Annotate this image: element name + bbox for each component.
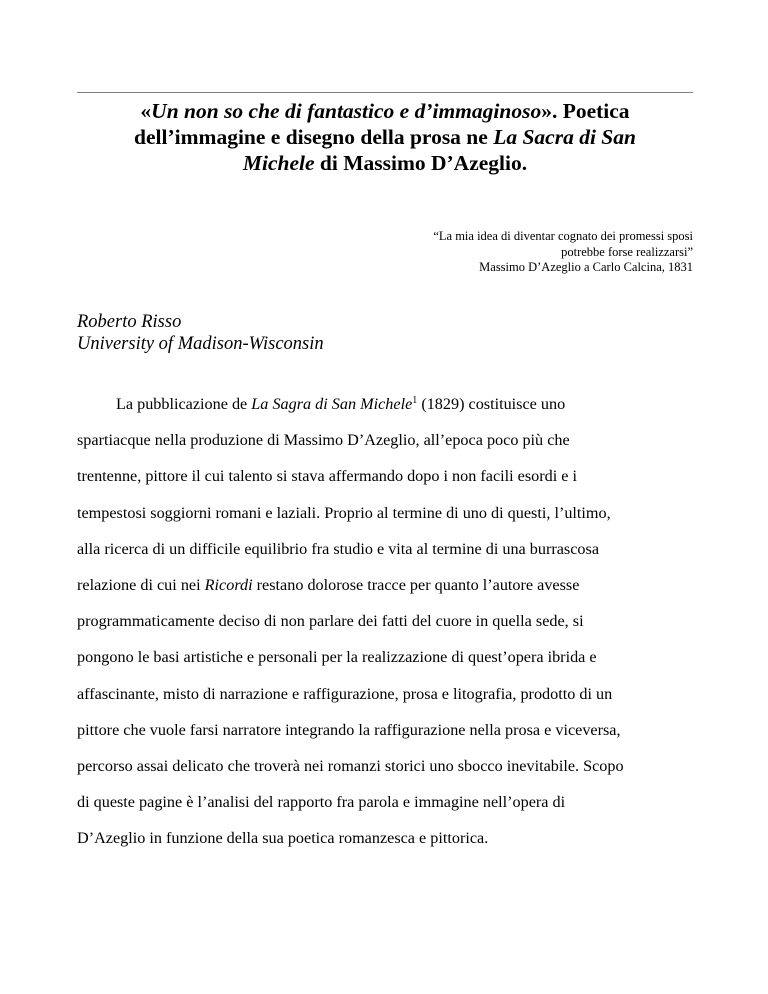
- body-line: spartiacque nella produzione di Massimo D’Azeglio, all’epoca poco più che: [77, 431, 570, 450]
- epigraph: [293, 229, 693, 276]
- author-block: [77, 311, 324, 355]
- epigraph-attribution: Massimo D’Azeglio a Carlo Calcina, 1831: [479, 260, 693, 274]
- body-line: trentenne, pittore il cui talento si stava affermando dopo i non facili esordi e i: [77, 467, 578, 486]
- title-close-quote: ». Poetica: [541, 99, 630, 123]
- body-line: [77, 567, 717, 603]
- body-line-1-rest: (1829) costituisce uno: [417, 395, 566, 413]
- epigraph-line-1: “La mia idea di diventar cognato dei promessi sposi: [433, 229, 693, 243]
- author-affiliation: University of Madison-Wisconsin: [77, 334, 324, 354]
- title-line-2-text: dell’immagine e disegno della prosa ne: [134, 125, 494, 149]
- ricordi-italic: Ricordi: [204, 576, 253, 595]
- body-line: percorso assai delicato che troverà nei romanzi storici uno sbocco inevitabile. Scopo: [77, 757, 624, 776]
- body-line: [77, 386, 717, 422]
- title-line-1: [60, 98, 710, 124]
- body-line: affascinante, misto di narrazione e raffigurazione, prosa e litografia, prodotto di un: [77, 684, 613, 703]
- title-line-3-text: di Massimo D’Azeglio.: [314, 151, 528, 175]
- body-line: pittore che vuole farsi narratore integrando la raffigurazione nella prosa e viceversa,: [77, 720, 621, 739]
- body-line: pongono le basi artistiche e personali per la realizzazione di quest’opera ibrida e: [77, 648, 597, 667]
- title-open-quote: «: [140, 99, 152, 123]
- body-line: tempestosi soggiorni romani e laziali. Proprio al termine di uno di questi, l’ultimo,: [77, 503, 611, 522]
- title-line-3-italic: Michele: [242, 151, 315, 175]
- book-title-italic: La Sagra di San Michele: [251, 395, 413, 413]
- title-line-2: [60, 124, 710, 150]
- author-name: Roberto Risso: [77, 312, 182, 332]
- header-rule: [77, 92, 693, 93]
- body-line: D’Azeglio in funzione della sua poetica romanzesca e pittorica.: [77, 829, 489, 848]
- title-line-3: [60, 150, 710, 176]
- article-title: [60, 98, 710, 176]
- title-italic-phrase: Un non so che di fantastico e d’immaginoso: [151, 99, 542, 123]
- title-line-2-italic: La Sacra di San: [493, 125, 636, 149]
- body-line: di queste pagine è l’analisi del rapporto fra parola e immagine nell’opera di: [77, 793, 566, 812]
- footnote-marker[interactable]: 1: [412, 395, 418, 406]
- body-line-6-rest: restano dolorose tracce per quanto l’autore avesse: [252, 576, 580, 595]
- body-paragraph: [77, 386, 717, 857]
- epigraph-line-2: potrebbe forse realizzarsi”: [561, 244, 693, 259]
- body-line: programmaticamente deciso di non parlare dei fatti del cuore in quella sede, si: [77, 612, 584, 631]
- body-line-6-text: relazione di cui nei: [77, 576, 205, 595]
- body-line: alla ricerca di un difficile equilibrio fra studio e vita al termine di una burrascosa: [77, 539, 599, 558]
- body-line-1-text: La pubblicazione de: [116, 395, 252, 413]
